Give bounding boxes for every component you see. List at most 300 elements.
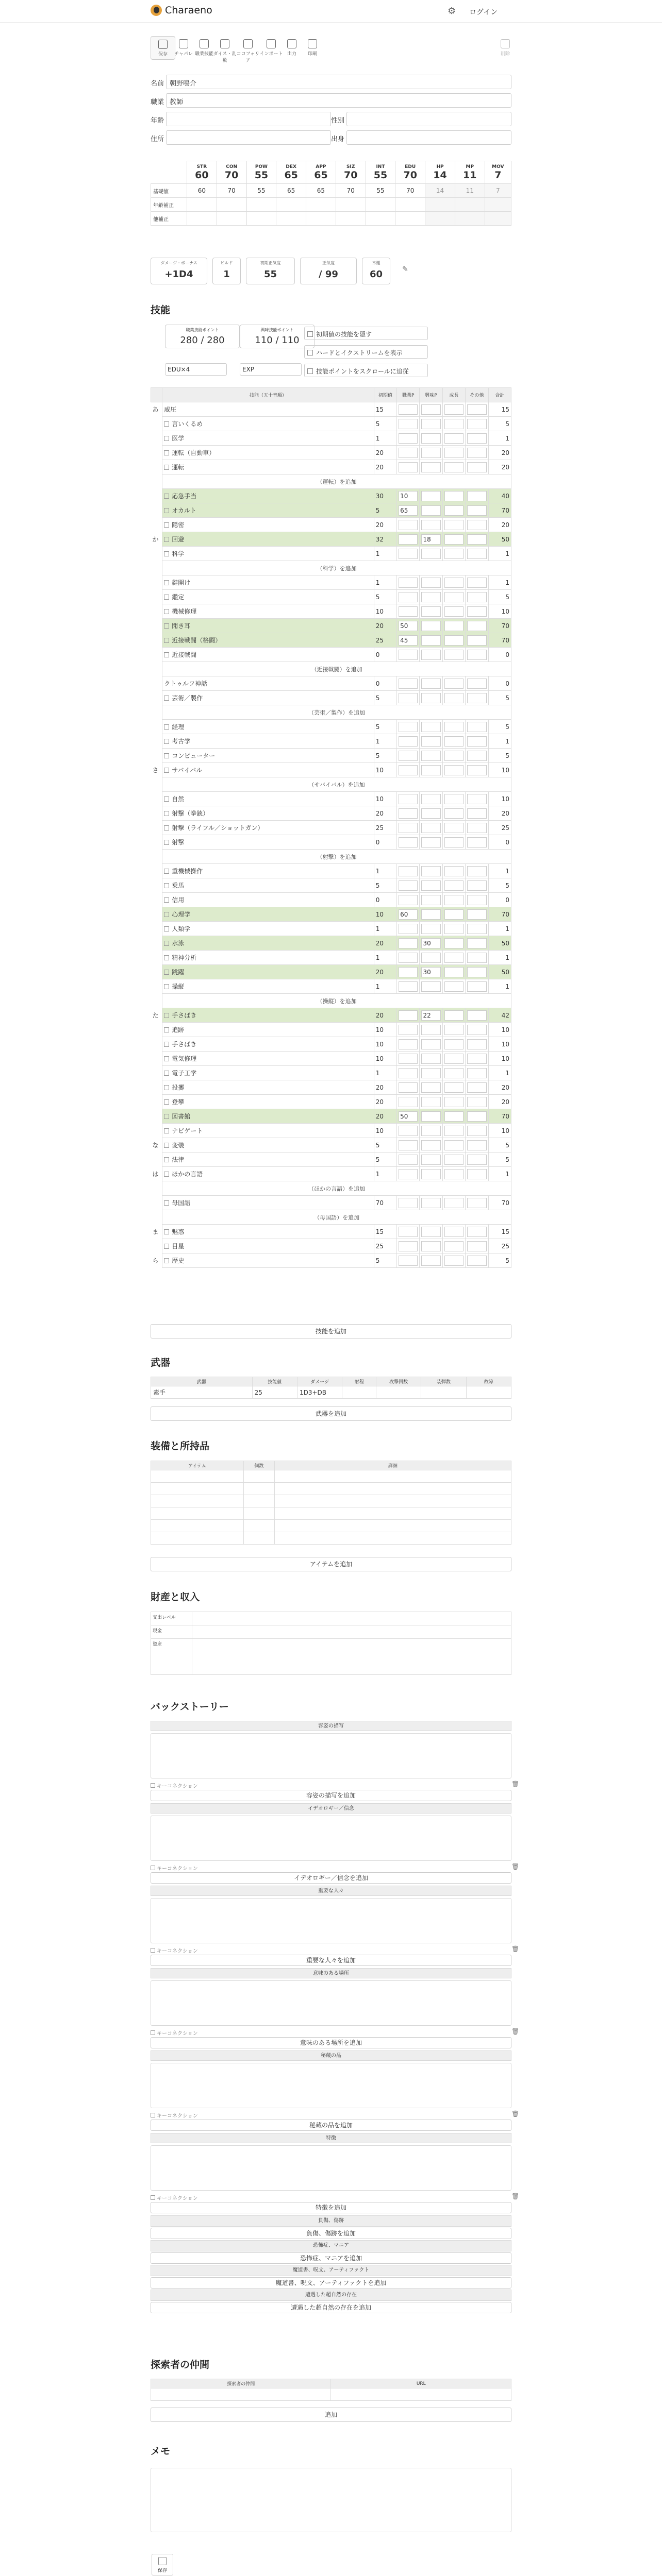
skill-cell[interactable] bbox=[442, 1109, 465, 1124]
skill-cell[interactable] bbox=[397, 734, 420, 749]
skill-cell[interactable] bbox=[420, 691, 442, 705]
checkbox-icon[interactable] bbox=[164, 724, 169, 730]
derived-box[interactable] bbox=[300, 258, 357, 284]
checkbox-icon[interactable] bbox=[164, 897, 169, 903]
skill-cell[interactable]: 15 bbox=[374, 402, 396, 417]
skill-cell[interactable]: 10 bbox=[488, 1124, 511, 1138]
skill-cell[interactable] bbox=[442, 936, 465, 951]
checkbox-icon[interactable] bbox=[164, 450, 169, 455]
skill-cell[interactable] bbox=[397, 431, 420, 446]
skill-cell[interactable] bbox=[420, 604, 442, 619]
skill-cell[interactable] bbox=[442, 532, 465, 547]
skill-cell[interactable] bbox=[442, 1196, 465, 1210]
skill-cell[interactable]: 70 bbox=[374, 1196, 396, 1210]
stat-dex[interactable] bbox=[276, 161, 306, 184]
skill-cell[interactable] bbox=[466, 1138, 488, 1153]
skill-cell[interactable] bbox=[420, 806, 442, 821]
skill-cell[interactable] bbox=[442, 922, 465, 936]
checkbox-icon[interactable] bbox=[164, 1229, 169, 1234]
checkbox-icon[interactable] bbox=[164, 1172, 169, 1177]
skill-cell[interactable] bbox=[442, 633, 465, 648]
skill-cell[interactable]: 1 bbox=[374, 864, 396, 878]
skill-cell[interactable] bbox=[466, 835, 488, 850]
skill-cell[interactable] bbox=[442, 676, 465, 691]
skill-cell[interactable] bbox=[442, 979, 465, 994]
skill-cell[interactable]: 0 bbox=[488, 835, 511, 850]
skill-cell[interactable]: 10 bbox=[488, 1037, 511, 1052]
skill-cell[interactable]: 10 bbox=[374, 763, 396, 777]
checkbox-icon[interactable] bbox=[164, 1244, 169, 1249]
skill-cell[interactable]: 5 bbox=[374, 1153, 396, 1167]
stat-cell[interactable]: 11 bbox=[455, 184, 485, 198]
brand-logo[interactable] bbox=[151, 5, 212, 16]
asset-input[interactable] bbox=[192, 1612, 511, 1625]
skill-cell[interactable] bbox=[466, 503, 488, 518]
skill-cell[interactable] bbox=[466, 922, 488, 936]
backstory-textarea[interactable] bbox=[151, 1980, 511, 2026]
checkbox-icon[interactable] bbox=[164, 1071, 169, 1076]
skill-cell[interactable] bbox=[466, 792, 488, 806]
weapon-cell[interactable]: 25 bbox=[252, 1386, 297, 1399]
skill-cell[interactable] bbox=[420, 821, 442, 835]
skill-cell[interactable] bbox=[466, 1196, 488, 1210]
stat-cell[interactable] bbox=[455, 198, 485, 212]
skill-cell[interactable] bbox=[442, 893, 465, 907]
skill-cell[interactable] bbox=[420, 951, 442, 965]
item-cell[interactable] bbox=[151, 1470, 244, 1483]
skill-cell[interactable]: 1 bbox=[374, 1167, 396, 1181]
checkbox-icon[interactable] bbox=[164, 796, 169, 802]
trash-icon[interactable]: 🗑 bbox=[511, 1863, 520, 1870]
checkbox-icon[interactable] bbox=[164, 912, 169, 917]
skill-cell[interactable] bbox=[397, 951, 420, 965]
asset-input[interactable] bbox=[192, 1625, 511, 1639]
skill-cell[interactable]: 25 bbox=[374, 1239, 396, 1253]
skill-cell[interactable] bbox=[420, 633, 442, 648]
skill-option-2[interactable] bbox=[304, 345, 428, 359]
checkbox-icon[interactable] bbox=[164, 840, 169, 845]
skill-cell[interactable] bbox=[420, 922, 442, 936]
checkbox-icon[interactable] bbox=[164, 1056, 169, 1061]
skill-cell[interactable] bbox=[442, 1023, 465, 1037]
skill-cell[interactable] bbox=[466, 1052, 488, 1066]
stat-cell[interactable] bbox=[306, 212, 336, 226]
skill-cell[interactable]: 50 bbox=[488, 965, 511, 979]
skill-cell[interactable] bbox=[420, 648, 442, 662]
skill-cell[interactable]: 20 bbox=[374, 518, 396, 532]
add-backstory-button[interactable]: 特徴を追加 bbox=[151, 2202, 511, 2213]
stat-cell[interactable] bbox=[276, 198, 306, 212]
skill-cell[interactable] bbox=[442, 648, 465, 662]
stat-cell[interactable]: 60 bbox=[187, 184, 217, 198]
skill-cell[interactable]: 1 bbox=[488, 734, 511, 749]
item-cell[interactable] bbox=[274, 1495, 511, 1507]
skill-cell[interactable]: 20 bbox=[374, 1080, 396, 1095]
skill-cell[interactable] bbox=[397, 575, 420, 590]
item-cell[interactable] bbox=[151, 1520, 244, 1532]
skill-cell[interactable] bbox=[466, 763, 488, 777]
skill-cell[interactable] bbox=[420, 763, 442, 777]
skill-cell[interactable] bbox=[397, 749, 420, 763]
weapon-cell[interactable] bbox=[421, 1386, 466, 1399]
skill-cell[interactable] bbox=[442, 590, 465, 604]
add-subskill-button[interactable]: （射撃）を追加 bbox=[162, 850, 511, 864]
derived-box[interactable] bbox=[212, 258, 241, 284]
checkbox-icon[interactable] bbox=[164, 1143, 169, 1148]
skill-cell[interactable]: 20 bbox=[374, 1008, 396, 1023]
skill-cell[interactable] bbox=[442, 835, 465, 850]
checkbox-icon[interactable] bbox=[164, 825, 169, 831]
skill-cell[interactable] bbox=[397, 604, 420, 619]
skill-cell[interactable]: 5 bbox=[374, 749, 396, 763]
login-link[interactable]: ログイン bbox=[469, 8, 498, 16]
skill-cell[interactable] bbox=[420, 1008, 442, 1023]
skill-cell[interactable]: 50 bbox=[488, 532, 511, 547]
skill-cell[interactable]: 1 bbox=[488, 575, 511, 590]
skill-cell[interactable] bbox=[466, 1080, 488, 1095]
skill-cell[interactable] bbox=[466, 979, 488, 994]
checkbox-icon[interactable] bbox=[164, 1200, 169, 1206]
formula-select[interactable]: EDU×4 bbox=[165, 363, 227, 376]
skill-cell[interactable] bbox=[397, 417, 420, 431]
add-backstory-button[interactable]: 容姿の描写を追加 bbox=[151, 1790, 511, 1801]
skill-cell[interactable]: 5 bbox=[488, 590, 511, 604]
skill-cell[interactable] bbox=[420, 965, 442, 979]
stat-mov[interactable] bbox=[485, 161, 511, 184]
skill-cell[interactable] bbox=[442, 518, 465, 532]
skill-cell[interactable] bbox=[397, 1008, 420, 1023]
backstory-textarea[interactable] bbox=[151, 1816, 511, 1861]
stat-con[interactable] bbox=[217, 161, 246, 184]
stat-cell[interactable]: 55 bbox=[366, 184, 395, 198]
skill-cell[interactable] bbox=[442, 1253, 465, 1268]
skill-cell[interactable] bbox=[420, 1153, 442, 1167]
skill-cell[interactable] bbox=[397, 1066, 420, 1080]
checkbox-icon[interactable] bbox=[164, 811, 169, 816]
skill-cell[interactable]: 5 bbox=[374, 417, 396, 431]
skill-cell[interactable]: 5 bbox=[488, 691, 511, 705]
backstory-textarea[interactable] bbox=[151, 2063, 511, 2108]
skill-cell[interactable] bbox=[442, 417, 465, 431]
stat-cell[interactable] bbox=[217, 198, 246, 212]
skill-cell[interactable] bbox=[420, 460, 442, 474]
stat-cell[interactable]: 70 bbox=[395, 184, 425, 198]
skill-cell[interactable] bbox=[466, 936, 488, 951]
skill-cell[interactable] bbox=[397, 648, 420, 662]
skill-cell[interactable]: 50 bbox=[488, 936, 511, 951]
skill-cell[interactable] bbox=[420, 792, 442, 806]
skill-cell[interactable] bbox=[466, 575, 488, 590]
skill-cell[interactable] bbox=[397, 518, 420, 532]
skill-cell[interactable]: 10 bbox=[488, 792, 511, 806]
stat-cell[interactable]: 65 bbox=[276, 184, 306, 198]
skill-cell[interactable]: 0 bbox=[374, 835, 396, 850]
skill-cell[interactable] bbox=[442, 734, 465, 749]
skill-cell[interactable]: 20 bbox=[374, 460, 396, 474]
skill-cell[interactable] bbox=[442, 1080, 465, 1095]
skill-cell[interactable]: 70 bbox=[488, 503, 511, 518]
skill-cell[interactable] bbox=[420, 532, 442, 547]
stat-cell[interactable] bbox=[455, 212, 485, 226]
skill-cell[interactable]: 20 bbox=[488, 518, 511, 532]
key-connection-checkbox[interactable] bbox=[151, 1782, 198, 1789]
stat-cell[interactable] bbox=[187, 212, 217, 226]
skill-cell[interactable] bbox=[466, 1109, 488, 1124]
skill-cell[interactable] bbox=[397, 763, 420, 777]
skill-cell[interactable] bbox=[466, 489, 488, 503]
skill-cell[interactable] bbox=[420, 1225, 442, 1239]
skill-cell[interactable] bbox=[397, 979, 420, 994]
skill-cell[interactable] bbox=[420, 1066, 442, 1080]
skill-cell[interactable]: 20 bbox=[374, 446, 396, 460]
checkbox-icon[interactable] bbox=[164, 768, 169, 773]
skill-cell[interactable] bbox=[397, 676, 420, 691]
skill-cell[interactable]: 1 bbox=[488, 922, 511, 936]
skill-cell[interactable]: 0 bbox=[374, 676, 396, 691]
skill-cell[interactable]: 70 bbox=[488, 1109, 511, 1124]
item-cell[interactable] bbox=[274, 1520, 511, 1532]
profile-input[interactable]: 教師 bbox=[166, 93, 511, 108]
skill-cell[interactable] bbox=[420, 1080, 442, 1095]
skill-cell[interactable]: 20 bbox=[374, 1109, 396, 1124]
skill-cell[interactable] bbox=[397, 1023, 420, 1037]
checkbox-icon[interactable] bbox=[164, 926, 169, 931]
add-subskill-button[interactable]: （ほかの言語）を追加 bbox=[162, 1181, 511, 1196]
skill-cell[interactable] bbox=[420, 835, 442, 850]
add-backstory-button[interactable]: 秘蔵の品を追加 bbox=[151, 2120, 511, 2131]
skill-cell[interactable]: 70 bbox=[488, 619, 511, 633]
skill-cell[interactable] bbox=[420, 749, 442, 763]
skill-cell[interactable]: 20 bbox=[374, 936, 396, 951]
skill-cell[interactable]: 5 bbox=[488, 749, 511, 763]
skill-cell[interactable] bbox=[420, 864, 442, 878]
skill-cell[interactable] bbox=[442, 951, 465, 965]
skill-cell[interactable]: 20 bbox=[374, 619, 396, 633]
skill-cell[interactable]: 5 bbox=[488, 1153, 511, 1167]
skill-cell[interactable] bbox=[420, 1037, 442, 1052]
trash-icon[interactable]: 🗑 bbox=[511, 2193, 520, 2200]
gear-icon[interactable]: ⚙ bbox=[448, 6, 456, 16]
add-backstory-button[interactable]: 恐怖症、マニアを追加 bbox=[151, 2252, 511, 2264]
skill-cell[interactable] bbox=[420, 1167, 442, 1181]
weapon-cell[interactable] bbox=[466, 1386, 511, 1399]
item-cell[interactable] bbox=[243, 1532, 274, 1545]
skill-cell[interactable]: 10 bbox=[374, 1124, 396, 1138]
skill-cell[interactable] bbox=[397, 503, 420, 518]
skill-cell[interactable] bbox=[397, 619, 420, 633]
skill-cell[interactable] bbox=[466, 1124, 488, 1138]
trash-icon[interactable]: 🗑 bbox=[511, 1945, 520, 1953]
add-subskill-button[interactable]: （操縦）を追加 bbox=[162, 994, 511, 1008]
trash-icon[interactable]: 🗑 bbox=[511, 2028, 520, 2035]
skill-cell[interactable] bbox=[442, 878, 465, 893]
add-subskill-button[interactable]: （サバイバル）を追加 bbox=[162, 777, 511, 792]
stat-cell[interactable] bbox=[395, 212, 425, 226]
asset-input[interactable] bbox=[192, 1639, 511, 1675]
skill-cell[interactable] bbox=[466, 1253, 488, 1268]
skill-cell[interactable] bbox=[420, 720, 442, 734]
skill-cell[interactable] bbox=[397, 532, 420, 547]
skill-cell[interactable] bbox=[397, 878, 420, 893]
skill-cell[interactable] bbox=[442, 431, 465, 446]
edit-icon[interactable]: ✎ bbox=[402, 265, 408, 274]
skill-cell[interactable] bbox=[466, 1167, 488, 1181]
add-skill-button[interactable]: 技能を追加 bbox=[151, 1324, 511, 1338]
add-subskill-button[interactable]: （科学）を追加 bbox=[162, 561, 511, 575]
skill-cell[interactable]: 5 bbox=[488, 1253, 511, 1268]
skill-cell[interactable] bbox=[466, 749, 488, 763]
skill-cell[interactable] bbox=[466, 1225, 488, 1239]
stat-cell[interactable] bbox=[276, 212, 306, 226]
skill-cell[interactable] bbox=[442, 547, 465, 561]
skill-cell[interactable]: 1 bbox=[374, 922, 396, 936]
skill-cell[interactable] bbox=[442, 1167, 465, 1181]
skill-cell[interactable] bbox=[466, 1037, 488, 1052]
skill-cell[interactable] bbox=[466, 1066, 488, 1080]
skill-cell[interactable]: 20 bbox=[488, 446, 511, 460]
skill-cell[interactable]: 15 bbox=[488, 1225, 511, 1239]
skill-cell[interactable] bbox=[466, 1008, 488, 1023]
skill-cell[interactable] bbox=[442, 720, 465, 734]
skill-cell[interactable] bbox=[442, 1225, 465, 1239]
stat-cell[interactable] bbox=[485, 212, 511, 226]
stat-cell[interactable] bbox=[187, 198, 217, 212]
skill-cell[interactable]: 1 bbox=[488, 979, 511, 994]
checkbox-icon[interactable] bbox=[164, 522, 169, 528]
skill-cell[interactable]: 0 bbox=[488, 893, 511, 907]
skill-cell[interactable]: 0 bbox=[488, 648, 511, 662]
skill-cell[interactable] bbox=[442, 1124, 465, 1138]
skill-cell[interactable] bbox=[397, 547, 420, 561]
stat-cell[interactable]: 14 bbox=[425, 184, 455, 198]
checkbox-icon[interactable] bbox=[164, 941, 169, 946]
skill-cell[interactable]: 5 bbox=[488, 417, 511, 431]
stat-cell[interactable] bbox=[336, 198, 366, 212]
profile-input[interactable] bbox=[346, 112, 511, 126]
skill-cell[interactable] bbox=[420, 1138, 442, 1153]
skill-cell[interactable]: 0 bbox=[374, 893, 396, 907]
item-cell[interactable] bbox=[151, 1532, 244, 1545]
skill-cell[interactable] bbox=[420, 1023, 442, 1037]
skill-cell[interactable] bbox=[420, 503, 442, 518]
skill-cell[interactable]: 42 bbox=[488, 1008, 511, 1023]
skill-cell[interactable] bbox=[442, 691, 465, 705]
skill-cell[interactable] bbox=[397, 936, 420, 951]
skill-cell[interactable] bbox=[420, 676, 442, 691]
checkbox-icon[interactable] bbox=[164, 1128, 169, 1133]
stat-mp[interactable] bbox=[455, 161, 485, 184]
add-friend-button[interactable]: 追加 bbox=[151, 2408, 511, 2422]
stat-str[interactable] bbox=[187, 161, 217, 184]
skill-cell[interactable] bbox=[466, 806, 488, 821]
skill-cell[interactable]: 10 bbox=[488, 1023, 511, 1037]
skill-cell[interactable]: 20 bbox=[488, 1095, 511, 1109]
add-backstory-button[interactable]: 重要な人々を追加 bbox=[151, 1955, 511, 1966]
checkbox-icon[interactable] bbox=[164, 1013, 169, 1018]
skill-cell[interactable] bbox=[466, 1153, 488, 1167]
stat-cell[interactable] bbox=[425, 212, 455, 226]
skill-cell[interactable]: 5 bbox=[374, 1253, 396, 1268]
checkbox-icon[interactable] bbox=[164, 494, 169, 499]
stat-cell[interactable]: 70 bbox=[217, 184, 246, 198]
stat-int[interactable] bbox=[366, 161, 395, 184]
skill-cell[interactable]: 10 bbox=[374, 1037, 396, 1052]
weapon-cell[interactable] bbox=[376, 1386, 421, 1399]
skill-cell[interactable] bbox=[466, 431, 488, 446]
checkbox-icon[interactable] bbox=[164, 696, 169, 701]
skill-cell[interactable]: 5 bbox=[374, 503, 396, 518]
skill-cell[interactable]: 10 bbox=[374, 907, 396, 922]
checkbox-icon[interactable] bbox=[164, 869, 169, 874]
key-connection-checkbox[interactable] bbox=[151, 2194, 198, 2201]
skill-cell[interactable] bbox=[397, 1239, 420, 1253]
skill-cell[interactable]: 70 bbox=[488, 907, 511, 922]
stat-cell[interactable]: 7 bbox=[485, 184, 511, 198]
checkbox-icon[interactable] bbox=[164, 465, 169, 470]
skill-cell[interactable] bbox=[397, 893, 420, 907]
skill-cell[interactable] bbox=[397, 864, 420, 878]
skill-cell[interactable] bbox=[420, 893, 442, 907]
skill-cell[interactable]: 40 bbox=[488, 489, 511, 503]
skill-cell[interactable] bbox=[466, 417, 488, 431]
skill-cell[interactable] bbox=[442, 907, 465, 922]
skill-cell[interactable] bbox=[420, 1239, 442, 1253]
stat-cell[interactable] bbox=[217, 212, 246, 226]
skill-cell[interactable] bbox=[397, 489, 420, 503]
add-subskill-button[interactable]: （運転）を追加 bbox=[162, 474, 511, 489]
skill-cell[interactable]: 1 bbox=[488, 1066, 511, 1080]
skill-cell[interactable] bbox=[420, 1253, 442, 1268]
stat-cell[interactable] bbox=[306, 198, 336, 212]
skill-cell[interactable]: 1 bbox=[488, 951, 511, 965]
checkbox-icon[interactable] bbox=[164, 609, 169, 614]
add-backstory-button[interactable]: 意味のある場所を追加 bbox=[151, 2037, 511, 2048]
skill-cell[interactable] bbox=[420, 619, 442, 633]
skill-cell[interactable] bbox=[442, 402, 465, 417]
skill-cell[interactable] bbox=[466, 720, 488, 734]
checkbox-icon[interactable] bbox=[164, 1042, 169, 1047]
skill-cell[interactable] bbox=[466, 590, 488, 604]
skill-cell[interactable] bbox=[397, 1167, 420, 1181]
skill-cell[interactable] bbox=[442, 1037, 465, 1052]
skill-cell[interactable] bbox=[420, 1095, 442, 1109]
skill-cell[interactable]: 1 bbox=[488, 431, 511, 446]
derived-box[interactable] bbox=[246, 258, 295, 284]
skill-cell[interactable] bbox=[442, 1052, 465, 1066]
skill-cell[interactable] bbox=[442, 806, 465, 821]
add-backstory-button[interactable]: 魔道書、呪文、アーティファクトを追加 bbox=[151, 2277, 511, 2289]
stat-cell[interactable] bbox=[246, 198, 276, 212]
skill-option-1[interactable] bbox=[304, 327, 428, 340]
skill-cell[interactable] bbox=[466, 460, 488, 474]
stat-cell[interactable] bbox=[425, 198, 455, 212]
item-cell[interactable] bbox=[243, 1507, 274, 1520]
skill-cell[interactable] bbox=[442, 1239, 465, 1253]
skill-cell[interactable] bbox=[466, 446, 488, 460]
skill-cell[interactable]: 25 bbox=[374, 633, 396, 648]
item-cell[interactable] bbox=[151, 1495, 244, 1507]
trash-icon[interactable]: 🗑 bbox=[511, 2110, 520, 2117]
skill-cell[interactable] bbox=[466, 518, 488, 532]
skill-cell[interactable] bbox=[466, 878, 488, 893]
checkbox-icon[interactable] bbox=[164, 551, 169, 556]
skill-cell[interactable] bbox=[420, 489, 442, 503]
stat-cell[interactable] bbox=[336, 212, 366, 226]
skill-cell[interactable] bbox=[466, 1239, 488, 1253]
stat-cell[interactable] bbox=[485, 198, 511, 212]
skill-cell[interactable] bbox=[442, 503, 465, 518]
skill-cell[interactable] bbox=[442, 619, 465, 633]
